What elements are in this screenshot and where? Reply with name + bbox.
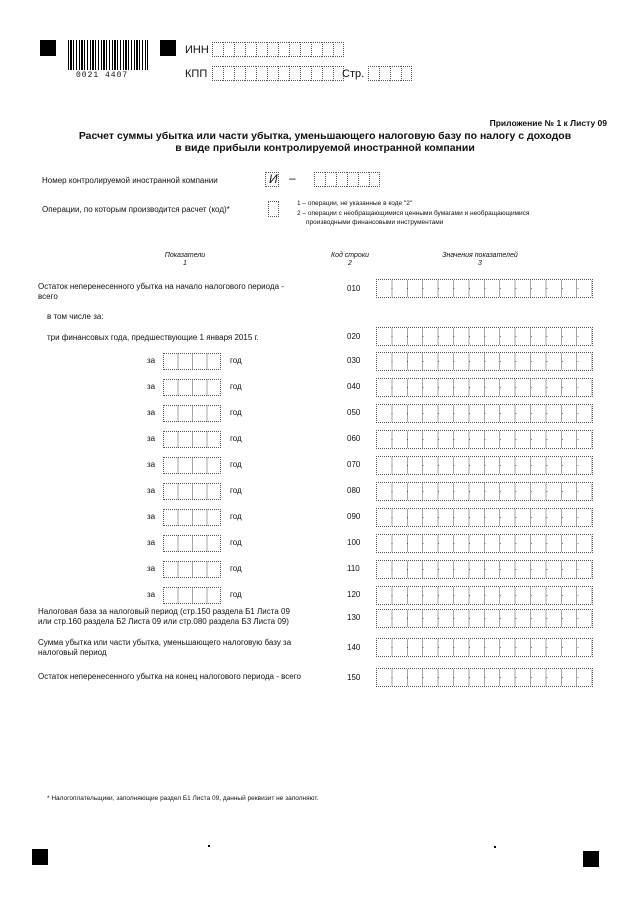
row-020-label: три финансовых года, предшествующие 1 января 2015 г.: [47, 333, 259, 342]
row-140-line-2: налоговый период: [38, 648, 107, 657]
row-050-value[interactable]: [376, 404, 593, 423]
row-150-code: 150: [347, 673, 361, 682]
registration-marker-bottom-left: [32, 849, 48, 865]
row-090-value[interactable]: [376, 508, 593, 527]
column-code-num: 2: [348, 260, 352, 267]
kpp-field[interactable]: [212, 66, 344, 81]
column-indicators-num: 1: [183, 260, 187, 267]
column-values-header: [425, 252, 535, 268]
row-070-code: 070: [347, 460, 361, 469]
row-010-label: [38, 282, 284, 302]
registration-marker-top-right: [160, 40, 176, 56]
row-050-za-label: за: [147, 408, 156, 417]
row-080-za-label: за: [147, 486, 156, 495]
row-130-code: 130: [347, 613, 361, 622]
row-080-code: 080: [347, 486, 361, 495]
row-140-label: [38, 638, 291, 658]
page-label: Стр.: [342, 68, 365, 80]
row-070-year-field[interactable]: [163, 457, 221, 474]
operations-label: Операции, по которым производится расчет (код)*: [42, 205, 230, 214]
row-130-value[interactable]: [376, 609, 593, 628]
row-120-god-label: год: [230, 590, 242, 599]
title-line-1: Расчет суммы убытка или части убытка, уменьшающего налоговую базу по налогу с доходов: [78, 130, 572, 142]
row-070-value[interactable]: [376, 456, 593, 475]
row-090-za-label: за: [147, 512, 156, 521]
row-060-year-field[interactable]: [163, 431, 221, 448]
row-100-code: 100: [347, 538, 361, 547]
row-030-god-label: год: [230, 356, 242, 365]
inn-label: ИНН: [185, 44, 209, 56]
row-150-value[interactable]: [376, 668, 593, 687]
row-070-god-label: год: [230, 460, 242, 469]
row-140-line-1: Сумма убытка или части убытка, уменьшающего налоговую базу за: [38, 638, 292, 647]
row-150-label: Остаток неперенесенного убытка на конец налогового периода - всего: [38, 672, 301, 681]
row-130-line-2: или стр.160 раздела Б2 Листа 09 или стр.080 раздела Б3 Листа 09): [38, 617, 289, 626]
company-number-field[interactable]: [314, 172, 380, 187]
row-050-god-label: год: [230, 408, 242, 417]
row-090-god-label: год: [230, 512, 242, 521]
row-030-year-field[interactable]: [163, 353, 221, 370]
row-110-za-label: за: [147, 564, 156, 573]
row-060-za-label: за: [147, 434, 156, 443]
including-label: в том числе за:: [47, 312, 104, 321]
row-080-god-label: год: [230, 486, 242, 495]
row-010-line-1: Остаток неперенесенного убытка на начало налогового периода -: [38, 282, 284, 291]
row-100-year-field[interactable]: [163, 535, 221, 552]
column-indicators-header: [150, 252, 220, 268]
company-number-prefix: И: [269, 172, 278, 186]
row-110-value[interactable]: [376, 560, 593, 579]
operations-option-2-cont: производными финансовыми инструментами: [306, 219, 444, 226]
row-120-year-field[interactable]: [163, 587, 221, 604]
footnote: * Налогоплательщики, заполняющие раздел Б1 Листа 09, данный реквизит не заполняют.: [47, 795, 319, 802]
row-060-god-label: год: [230, 434, 242, 443]
company-number-dash: –: [289, 171, 296, 185]
row-040-za-label: за: [147, 382, 156, 391]
operations-code-field[interactable]: [268, 201, 279, 217]
row-130-label: [38, 607, 290, 627]
title-line-2: в виде прибыли контролируемой иностранной компании: [175, 142, 475, 154]
row-120-za-label: за: [147, 590, 156, 599]
row-060-value[interactable]: [376, 430, 593, 449]
row-090-code: 090: [347, 512, 361, 521]
row-140-value[interactable]: [376, 638, 593, 657]
column-indicators-label: Показатели: [164, 252, 206, 259]
kpp-label: КПП: [185, 68, 208, 80]
barcode-number: 0021 4407: [76, 71, 129, 80]
scan-speck: [494, 846, 496, 848]
row-010-line-2: всего: [38, 292, 58, 301]
column-code-header: [325, 252, 375, 268]
row-140-code: 140: [347, 643, 361, 652]
row-100-god-label: год: [230, 538, 242, 547]
row-110-code: 110: [347, 564, 360, 573]
row-100-za-label: за: [147, 538, 156, 547]
row-050-code: 050: [347, 408, 361, 417]
row-020-value[interactable]: [376, 327, 593, 346]
row-060-code: 060: [347, 434, 361, 443]
row-040-year-field[interactable]: [163, 379, 221, 396]
row-100-value[interactable]: [376, 534, 593, 553]
column-values-label: Значения показателей: [442, 252, 518, 259]
row-090-year-field[interactable]: [163, 509, 221, 526]
row-120-value[interactable]: [376, 586, 593, 605]
row-120-code: 120: [347, 590, 361, 599]
row-040-code: 040: [347, 382, 361, 391]
page-title: [70, 130, 580, 154]
row-030-value[interactable]: [376, 352, 593, 371]
row-110-year-field[interactable]: [163, 561, 221, 578]
row-010-value[interactable]: [376, 279, 593, 298]
row-040-value[interactable]: [376, 378, 593, 397]
registration-marker-bottom-right: [583, 851, 599, 867]
barcode: [68, 40, 148, 70]
appendix-label: Приложение № 1 к Листу 09: [489, 118, 607, 128]
operations-option-1: 1 – операции, не указанные в коде "2": [297, 200, 413, 207]
operations-option-2: 2 – операции с необращающимися ценными бумагами и необращающимися: [297, 210, 530, 217]
row-070-za-label: за: [147, 460, 156, 469]
row-030-za-label: за: [147, 356, 156, 365]
column-values-num: 3: [478, 260, 482, 267]
row-010-code: 010: [347, 284, 361, 293]
row-080-year-field[interactable]: [163, 483, 221, 500]
scan-speck: [208, 845, 210, 847]
row-130-line-1: Налоговая база за налоговый период (стр.150 раздела Б1 Листа 09: [38, 607, 290, 616]
row-110-god-label: год: [230, 564, 242, 573]
row-030-code: 030: [347, 356, 361, 365]
row-080-value[interactable]: [376, 482, 593, 501]
row-050-year-field[interactable]: [163, 405, 221, 422]
company-number-label: Номер контролируемой иностранной компании: [42, 176, 218, 185]
page-number-field[interactable]: [368, 66, 412, 81]
column-code-label: Код строки: [330, 252, 370, 259]
registration-marker-top-left: [40, 40, 56, 56]
row-040-god-label: год: [230, 382, 242, 391]
row-020-code: 020: [347, 332, 361, 341]
inn-field[interactable]: [212, 42, 344, 57]
